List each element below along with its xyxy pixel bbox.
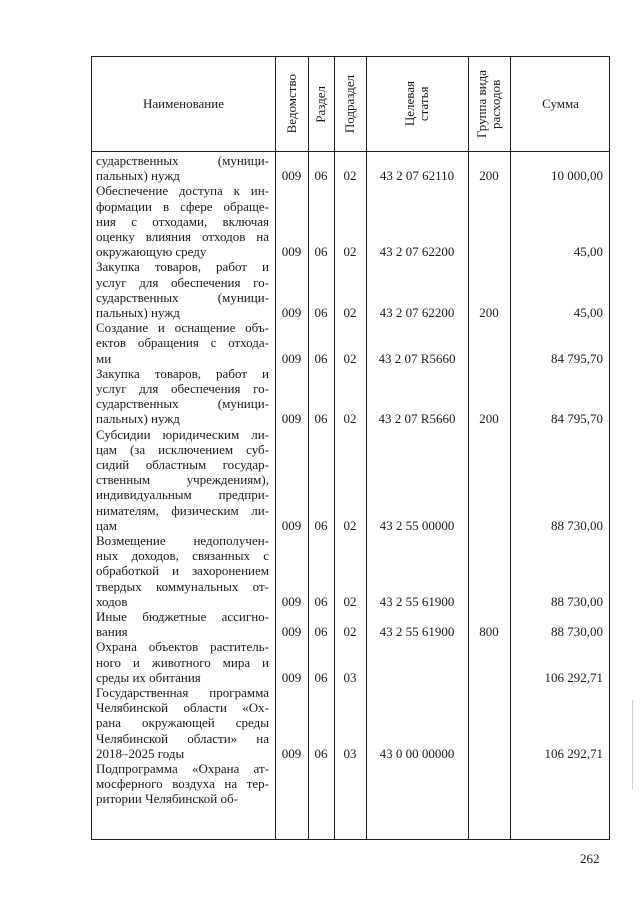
row-name-line: сидий областным государ- <box>96 457 269 472</box>
header-celevaya: Целевая статья <box>402 81 431 127</box>
row-razdel: 06 <box>314 745 328 761</box>
row-gruppa: 200 <box>479 304 499 320</box>
row-name-line: цам <box>96 517 117 533</box>
row-summa: 88 730,00 <box>551 624 603 640</box>
row-name <box>96 609 269 639</box>
row-name <box>96 259 269 320</box>
row-name-line: Закупка товаров, работ и <box>96 365 269 381</box>
header-razdel: Раздел <box>313 85 328 123</box>
row-vedomstvo: 009 <box>281 517 302 533</box>
table-row <box>92 320 609 366</box>
row-summa: 10 000,00 <box>551 168 603 184</box>
row-razdel: 06 <box>314 624 328 640</box>
row-name-line: услуг для обеспечения го- <box>96 274 269 290</box>
row-name <box>96 685 269 761</box>
row-celevaya: 43 2 55 61900 <box>379 624 455 640</box>
row-razdel: 06 <box>314 304 328 320</box>
table-row <box>92 609 609 639</box>
row-summa: 45,00 <box>573 244 603 260</box>
header-gruppa-cell <box>468 57 510 151</box>
table-row <box>92 183 609 259</box>
row-name-line: Челябинской области» на <box>96 730 269 746</box>
row-name-line: ных доходов, связанных с <box>96 548 269 564</box>
row-name <box>96 761 269 807</box>
header-name-cell <box>92 57 275 151</box>
row-celevaya: 43 2 55 61900 <box>379 593 455 609</box>
row-razdel: 06 <box>314 350 328 366</box>
table-row <box>92 259 609 320</box>
row-name-line: нимателям, физическим ли- <box>96 502 269 518</box>
row-name-line: цам (за исключением суб- <box>96 441 269 457</box>
row-summa: 84 795,70 <box>551 350 603 366</box>
row-name-line: индивидуальным предпри- <box>96 487 269 503</box>
table-row <box>92 427 609 533</box>
row-celevaya: 43 2 07 62200 <box>379 304 455 320</box>
row-vedomstvo: 009 <box>281 593 302 609</box>
row-podrazdel: 02 <box>343 593 357 609</box>
row-razdel: 06 <box>314 669 328 685</box>
row-razdel: 06 <box>314 168 328 184</box>
row-name-line: сударственных (муници- <box>96 396 269 412</box>
row-celevaya: 43 2 07 62200 <box>379 244 455 260</box>
row-name-line: Подпрограмма «Охрана ат- <box>96 761 269 776</box>
row-vedomstvo: 009 <box>281 745 302 761</box>
row-summa: 84 795,70 <box>551 411 603 427</box>
row-name <box>96 533 269 609</box>
header-vedomstvo-cell <box>275 57 308 151</box>
budget-table <box>91 56 610 840</box>
row-name-line: ственным учреждениям), <box>96 472 269 488</box>
row-name-line: сударственных (муници- <box>96 289 269 305</box>
row-podrazdel: 02 <box>343 350 357 366</box>
table-header <box>92 57 609 152</box>
row-summa: 88 730,00 <box>551 593 603 609</box>
row-name-line: Субсидии юридическим ли- <box>96 426 269 442</box>
row-razdel: 06 <box>314 517 328 533</box>
header-gruppa: Группа вида расходов <box>474 70 503 138</box>
row-summa: 106 292,71 <box>544 669 603 685</box>
row-vedomstvo: 009 <box>281 304 302 320</box>
row-name-line: оценку влияния отходов на <box>96 229 269 244</box>
row-razdel: 06 <box>314 411 328 427</box>
row-name-line: Охрана объектов раститель- <box>96 639 269 655</box>
row-podrazdel: 02 <box>343 517 357 533</box>
row-name-line: среды их обитания <box>96 669 201 685</box>
table-row <box>92 761 609 807</box>
row-name-line: Обеспечение доступа к ин- <box>96 183 269 199</box>
row-vedomstvo: 009 <box>281 244 302 260</box>
header-podrazdel: Подраздел <box>342 74 357 134</box>
row-name-line: пальных) нужд <box>96 168 180 184</box>
row-name-line: обработкой и захоронением <box>96 563 269 579</box>
row-celevaya: 43 2 07 R5660 <box>378 411 456 427</box>
row-celevaya: 43 2 07 R5660 <box>378 350 456 366</box>
row-name-line: ми <box>96 350 112 366</box>
row-name-line: услуг для обеспечения го- <box>96 381 269 396</box>
row-name-line: Создание и оснащение объ- <box>96 320 269 336</box>
row-podrazdel: 02 <box>343 304 357 320</box>
row-gruppa: 200 <box>479 168 499 184</box>
row-name-line: формации в сфере обраще- <box>96 198 269 214</box>
row-celevaya: 43 2 07 62110 <box>379 168 455 184</box>
row-name-line: Челябинской области «Ох- <box>96 700 269 716</box>
row-gruppa: 200 <box>479 411 499 427</box>
table-row <box>92 685 609 761</box>
table-row <box>92 533 609 609</box>
row-summa: 106 292,71 <box>544 745 603 761</box>
row-summa: 45,00 <box>573 304 603 320</box>
row-vedomstvo: 009 <box>281 168 302 184</box>
row-name <box>96 639 269 685</box>
row-podrazdel: 02 <box>343 168 357 184</box>
row-name <box>96 183 269 259</box>
header-podrazdel-cell <box>334 57 366 151</box>
table-row <box>92 153 609 183</box>
row-vedomstvo: 009 <box>281 669 302 685</box>
header-name: Наименование <box>143 96 224 111</box>
table-row <box>92 639 609 685</box>
row-name-line: пальных) нужд <box>96 411 180 427</box>
row-podrazdel: 02 <box>343 244 357 260</box>
header-razdel-cell <box>308 57 334 151</box>
row-vedomstvo: 009 <box>281 624 302 640</box>
header-summa-cell <box>510 57 611 151</box>
scan-margin-mark <box>632 700 633 790</box>
row-vedomstvo: 009 <box>281 411 302 427</box>
row-name <box>96 153 269 183</box>
row-podrazdel: 02 <box>343 624 357 640</box>
row-name-line: твердых коммунальных от- <box>96 578 269 594</box>
row-name-line: ритории Челябинской об- <box>96 791 238 807</box>
row-name-line: ходов <box>96 593 128 609</box>
row-name-line: сударственных (муници- <box>96 153 269 168</box>
row-name-line: ного и животного мира и <box>96 654 269 670</box>
row-name-line: Государственная программа <box>96 685 269 700</box>
row-name-line: 2018–2025 годы <box>96 745 185 761</box>
header-summa: Сумма <box>542 96 579 111</box>
row-name-line: ния с отходами, включая <box>96 213 269 229</box>
row-podrazdel: 03 <box>343 745 357 761</box>
row-vedomstvo: 009 <box>281 350 302 366</box>
header-celevaya-cell <box>366 57 468 151</box>
row-name <box>96 366 269 427</box>
row-podrazdel: 02 <box>343 411 357 427</box>
row-name-line: Возмещение недополучен- <box>96 533 269 548</box>
row-podrazdel: 03 <box>343 669 357 685</box>
page-number: 262 <box>580 851 600 866</box>
row-summa: 88 730,00 <box>551 517 603 533</box>
row-celevaya: 43 2 55 00000 <box>379 517 455 533</box>
row-gruppa: 800 <box>479 624 499 640</box>
row-name <box>96 320 269 366</box>
row-name-line: пальных) нужд <box>96 305 180 320</box>
row-razdel: 06 <box>314 593 328 609</box>
row-name-line: окружающую среду <box>96 244 207 260</box>
row-name-line: Закупка товаров, работ и <box>96 259 269 275</box>
table-row <box>92 366 609 427</box>
row-name-line: рана окружающей среды <box>96 715 269 731</box>
row-name-line: Иные бюджетные ассигно- <box>96 609 269 624</box>
row-name-line: ектов обращения с отхода- <box>96 335 269 351</box>
row-celevaya: 43 0 00 00000 <box>379 745 455 761</box>
row-name-line: вания <box>96 624 128 640</box>
row-name <box>96 427 269 533</box>
header-vedomstvo: Ведомство <box>283 74 299 134</box>
row-name-line: мосферного воздуха на тер- <box>96 776 269 792</box>
row-razdel: 06 <box>314 244 328 260</box>
